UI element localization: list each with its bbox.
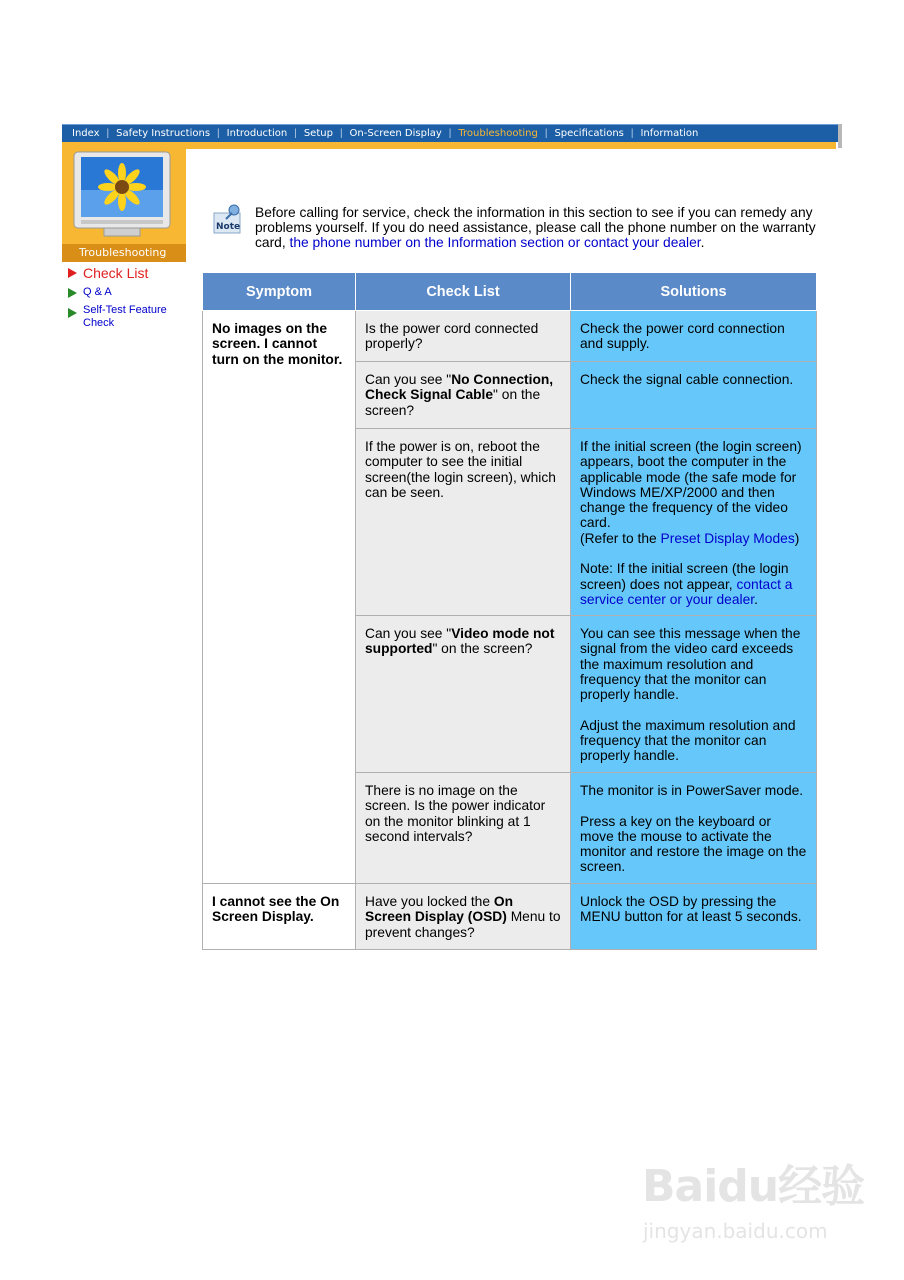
solution-cell: Unlock the OSD by pressing the MENU button for at least 5 seconds. [571, 884, 817, 950]
check-text: Menu to prevent changes? [365, 909, 561, 940]
nav-safety-instructions[interactable]: Safety Instructions [116, 128, 211, 139]
solution-text: Note: If the initial screen (the login screen) does not appear, [580, 561, 789, 592]
nav-separator: | [217, 128, 220, 139]
monitor-sunflower-icon [72, 150, 172, 240]
arrow-right-icon [68, 308, 77, 318]
nav-separator: | [630, 128, 634, 139]
note-icon [212, 203, 242, 235]
check-cell: There is no image on the screen. Is the power indicator on the monitor blinking at 1 second intervals? [356, 773, 571, 884]
note-end: . [700, 235, 705, 250]
note-icon-label: Note [216, 222, 241, 232]
watermark-url: jingyan.baidu.com [643, 1219, 828, 1243]
solution-cell: Check the signal cable connection. [571, 362, 817, 429]
check-cell: Is the power cord connected properly? [356, 311, 571, 362]
symptom-cell: No images on the screen. I cannot turn on the monitor. [203, 311, 356, 884]
header-solutions: Solutions [571, 273, 817, 311]
check-emphasis: No Connection, Check Signal Cable [365, 372, 554, 403]
table-row [203, 311, 817, 362]
solution-text: The monitor is in PowerSaver mode. [580, 783, 804, 798]
solution-cell: Check the power cord connection and supply. [571, 311, 817, 362]
check-text: Can you see " [365, 626, 452, 641]
nav-separator: | [106, 128, 110, 139]
troubleshooting-table [202, 272, 817, 950]
check-cell [356, 616, 571, 773]
nav-introduction[interactable]: Introduction [226, 128, 288, 139]
arrow-right-icon [68, 288, 77, 298]
side-link-check-list[interactable] [66, 266, 186, 281]
nav-troubleshooting[interactable]: Troubleshooting [458, 128, 538, 139]
dealer-contact-link[interactable]: the phone number on the Information section or contact your dealer [289, 235, 701, 250]
nav-on-screen-display[interactable]: On-Screen Display [349, 128, 442, 139]
solution-cell [571, 773, 817, 884]
solution-text: . [754, 591, 758, 607]
symptom-cell: I cannot see the On Screen Display. [203, 884, 356, 950]
side-link-self-test[interactable] [66, 304, 186, 330]
nav-separator: | [339, 128, 343, 139]
top-nav [62, 124, 840, 142]
check-cell: If the power is on, reboot the computer to see the initial screen(the login screen), which can be seen. [356, 429, 571, 616]
service-center-link[interactable]: contact a service center or your dealer [580, 576, 793, 607]
check-emphasis: Video mode not supported [365, 626, 555, 657]
note-text [255, 205, 825, 250]
side-menu [66, 266, 186, 335]
side-link-qa[interactable] [66, 286, 186, 299]
header-symptom: Symptom [203, 273, 356, 311]
check-text: Have you locked the [365, 894, 494, 909]
solution-cell [571, 429, 817, 616]
check-text: " on the screen? [365, 387, 541, 418]
solution-text: If the initial screen (the login screen) appears, boot the computer in the applicable mode (the safe mode for Windows ME/XP/2000 and then change the frequency of the video card. [580, 439, 802, 531]
preset-display-modes-link[interactable]: Preset Display Modes [660, 530, 795, 546]
solution-text: (Refer to the [580, 530, 661, 546]
solution-text: Adjust the maximum resolution and frequency that the monitor can properly handle. [580, 717, 796, 764]
side-link-label: Q & A [83, 286, 112, 298]
nav-information[interactable]: Information [640, 128, 699, 139]
solution-cell [571, 616, 817, 773]
check-cell [356, 362, 571, 429]
nav-index[interactable]: Index [72, 128, 100, 139]
nav-separator: | [448, 128, 452, 139]
solution-text: Press a key on the keyboard or move the mouse to activate the monitor and restore the image on the screen. [580, 813, 807, 875]
nav-edge [838, 124, 842, 148]
arrow-right-icon [68, 268, 77, 278]
table-header-row [203, 273, 817, 311]
note-body: Before calling for service, check the information in this section to see if you can remedy any problems yourself. If you do need assistance, please call the phone number on the warranty card, [255, 205, 816, 250]
nav-separator: | [294, 128, 297, 139]
nav-separator: | [544, 128, 548, 139]
header-check-list: Check List [356, 273, 571, 311]
check-text: Can you see " [365, 372, 452, 387]
solution-text: ) [794, 530, 800, 546]
nav-setup[interactable]: Setup [303, 128, 333, 139]
check-text: " on the screen? [432, 641, 533, 657]
nav-specifications[interactable]: Specifications [554, 128, 624, 139]
solution-text: You can see this message when the signal from the video card exceeds the maximum resolution and frequency that the monitor can properly handle. [580, 626, 801, 703]
section-label: Troubleshooting [62, 244, 186, 262]
check-emphasis: On Screen Display (OSD) [365, 894, 514, 925]
side-link-label: Self-Test Feature Check [83, 304, 167, 329]
side-link-label: Check List [83, 265, 149, 281]
content-corner [186, 149, 846, 209]
watermark-logo: Baidu经验 [642, 1161, 865, 1212]
check-cell [356, 884, 571, 950]
table-row [203, 884, 817, 950]
